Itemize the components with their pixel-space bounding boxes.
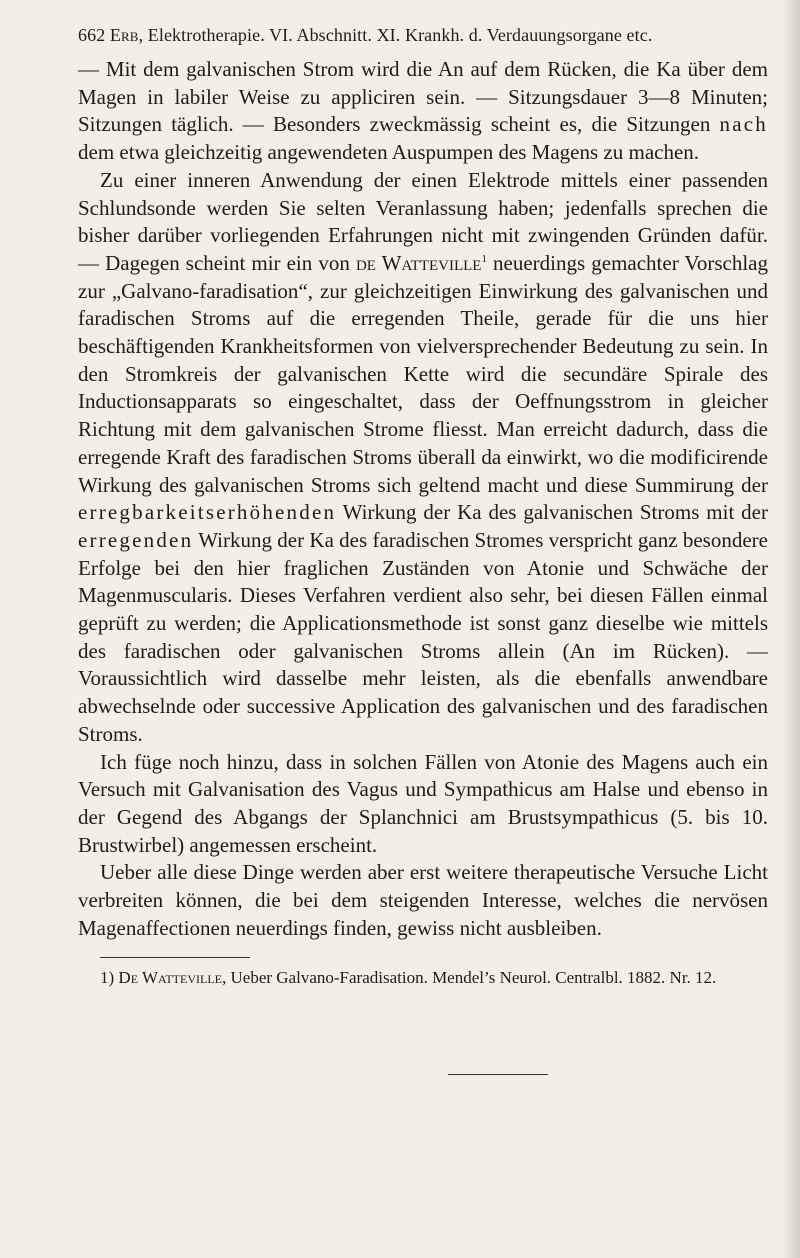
paragraph-1-text-b: dem etwa gleichzeitig angewendeten Auspumpen des Magens zu machen. <box>78 140 700 165</box>
emphasis-erregbarkeitserhoehenden: erregbarkeitserhöhenden <box>78 500 337 525</box>
paragraph-1-text-a: — Mit dem galvanischen Strom wird die An auf dem Rücken, die Ka über dem Magen in labiler Weise zu appliciren sein. — Sitzungsdauer 3—8 Minuten; Sitzungen täglich. — Besonders zweckmässig scheint es, die Sitzungen <box>78 57 768 137</box>
paragraph-2-text-b: neuerdings gemachter Vorschlag zur „Galvano-faradisation“, zur gleichzeitigen Einwirkung des galvanischen und faradischen Stroms auf die erregenden Theile, gerade für die uns hier beschäftigenden Krankheitsformen von vielversprechender Bedeutung zu sein. In den Stromkreis der galvanischen Kette wird die secundäre Spirale des Inductionsapparats so eingeschaltet, dass der Oeffnungsstrom in gleicher Richtung mit dem galvanischen Strome fliesst. Man erreicht dadurch, dass die erregende Kraft des faradischen Stroms überall da einwirkt, wo die modificirende Wirkung des galvanischen Stroms sich geltend macht und diese Summirung der <box>78 250 768 497</box>
paragraph-3: Ich füge noch hinzu, dass in solchen Fällen von Atonie des Magens auch ein Versuch mit Galvanisation des Vagus und Sympathicus am Halse und ebenso in der Gegend des Abgangs der Splanchnici am Brustsympathicus (5. bis 10. Brustwirbel) angemessen erscheint. <box>78 749 768 857</box>
book-page <box>78 22 768 989</box>
paragraph-1 <box>78 56 768 167</box>
paragraph-4: Ueber alle diese Dinge werden aber erst weitere therapeutische Versuche Licht verbreiten können, die bei dem steigenden Interesse, welches die nervösen Magenaffectionen neuerdings finden, gewiss nicht ausbleiben. <box>78 860 768 940</box>
footnote-number: 1) <box>100 967 115 987</box>
footnote-reference: 1 <box>481 252 487 265</box>
running-head-title: , Elektrotherapie. VI. Abschnitt. XI. Krankh. d. Verdauungsorgane etc. <box>138 25 653 45</box>
bottom-divider <box>448 1074 548 1075</box>
paragraph-2-text-d: Wirkung der Ka des faradischen Stromes verspricht ganz besondere Erfolge bei den hier fraglichen Zuständen von Atonie und Schwäche der Magenmuscularis. Dieses Verfahren verdient also sehr, bei diesen Fällen einmal geprüft zu werden; die Applicationsmethode ist sonst ganz dieselbe wie mittels des faradischen oder galvanischen Stroms allein (An im Rücken). — Voraussichtlich wird dasselbe mehr leisten, als die ebenfalls anwendbare abwechselnde oder successive Application des galvanischen und des faradischen Stroms. <box>78 527 768 746</box>
footnote <box>78 966 768 989</box>
page-edge-shadow <box>782 0 800 1258</box>
emphasis-nach: nach <box>719 112 768 137</box>
paragraph-2 <box>78 167 768 749</box>
emphasis-erregenden: erregenden <box>78 527 194 552</box>
running-head-author: Erb <box>109 25 139 45</box>
cited-author: de Watteville <box>355 250 482 275</box>
footnote-divider <box>100 957 250 958</box>
paragraph-2-text-c: Wirkung der Ka des galvanischen Stroms mit der <box>336 500 768 525</box>
running-head <box>78 22 768 48</box>
page-number: 662 <box>78 25 106 45</box>
paragraph-2-text-a: Zu einer inneren Anwendung der einen Elektrode mittels einer passenden Schlundsonde werden Sie selten Veranlassung haben; jedenfalls sprechen die bisher darüber vorliegenden Erfahrungen nicht mit zwingenden Gründen dafür. — Dagegen scheint mir ein von <box>78 167 768 275</box>
footnote-text: , Ueber Galvano-Faradisation. Mendel’s Neurol. Centralbl. 1882. Nr. 12. <box>222 967 717 987</box>
footnote-author: De Watteville <box>118 967 222 987</box>
